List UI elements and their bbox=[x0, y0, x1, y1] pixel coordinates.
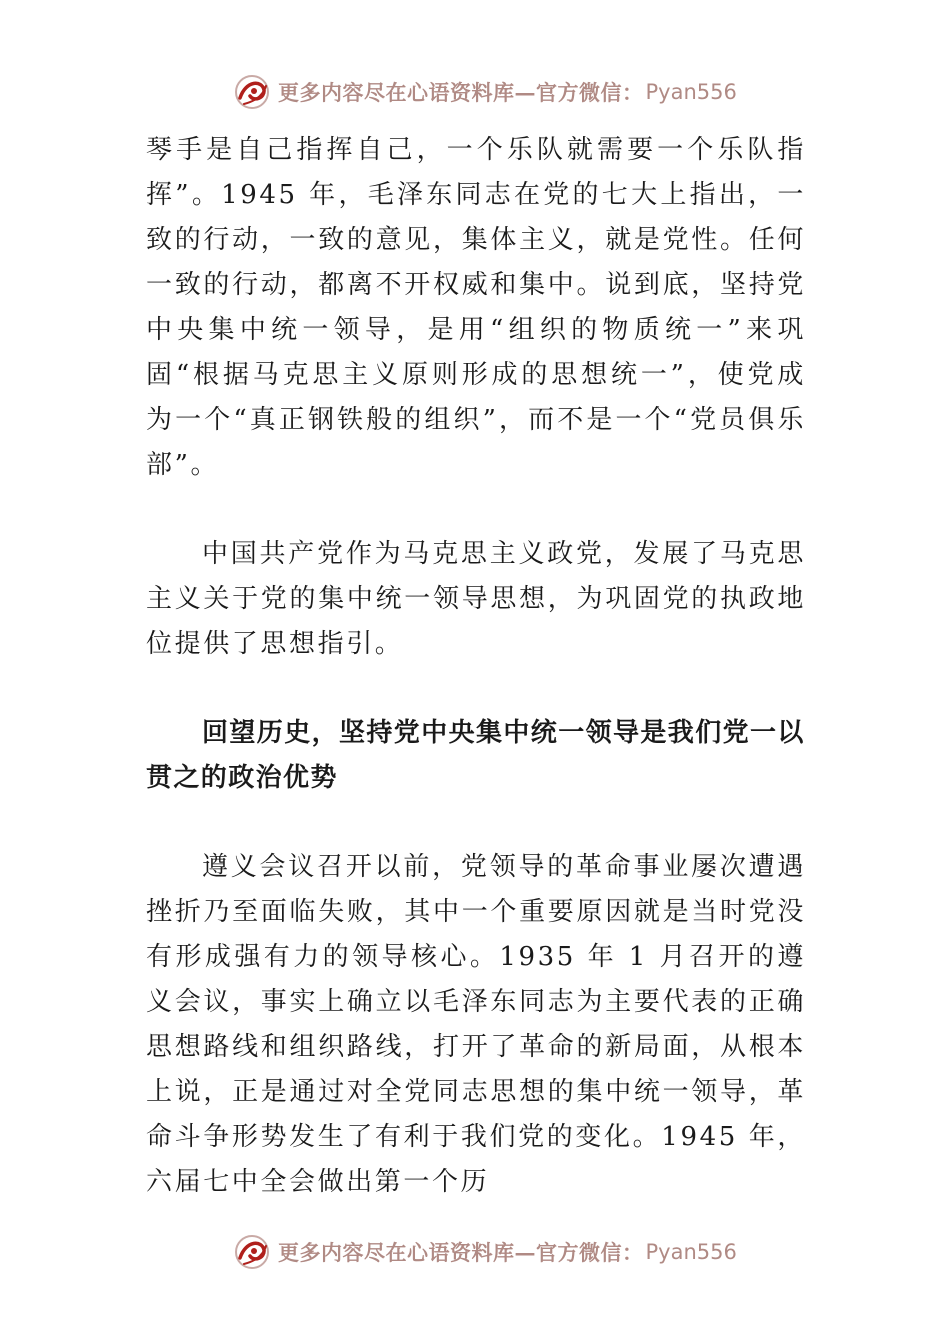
header-wechat-id: Pyan556 bbox=[645, 80, 737, 104]
paragraph-spacer bbox=[146, 488, 806, 532]
footer-watermark-text: 更多内容尽在心语资料库—官方微信： bbox=[278, 1240, 644, 1265]
header-watermark-text: 更多内容尽在心语资料库—官方微信： bbox=[278, 80, 644, 105]
paragraph-3: 遵义会议召开以前，党领导的革命事业屡次遭遇挫折乃至面临失败，其中一个重要原因就是当时党没有形成强有力的领导核心。1935 年 1 月召开的遵义会议，事实上确立以毛泽东同志为主要代表的正确思想路线和组织路线，打开了革命的新局面，从根本上说，正是通过对全党同志思想的集中统一领导，革命斗争形势发生了有利于我们党的变化。1945 年，六届七中全会做出第一个历 bbox=[146, 852, 806, 1197]
section-heading: 回望历史，坚持党中央集中统一领导是我们党一以贯之的政治优势 bbox=[146, 718, 805, 793]
footer-wechat-id: Pyan556 bbox=[645, 1240, 737, 1264]
paragraph-spacer bbox=[146, 801, 806, 845]
paragraph-1: 琴手是自己指挥自己，一个乐队就需要一个乐队指挥”。1945 年，毛泽东同志在党的七大上指出，一致的行动，一致的意见，集体主义，就是党性。任何一致的行动，都离不开权威和集中。说到底，坚持党中央集中统一领导，是用“组织的物质统一”来巩固“根据马克思主义原则形成的思想统一”，使党成为一个“真正钢铁般的组织”，而不是一个“党员俱乐部”。 bbox=[146, 135, 806, 480]
paragraph-spacer bbox=[146, 667, 806, 711]
logo-icon bbox=[232, 1232, 272, 1272]
document-body bbox=[146, 128, 806, 1205]
paragraph-2: 中国共产党作为马克思主义政党，发展了马克思主义关于党的集中统一领导思想，为巩固党的执政地位提供了思想指引。 bbox=[146, 539, 806, 659]
header-watermark bbox=[232, 70, 737, 114]
logo-icon bbox=[232, 72, 272, 112]
footer-watermark bbox=[232, 1230, 737, 1274]
